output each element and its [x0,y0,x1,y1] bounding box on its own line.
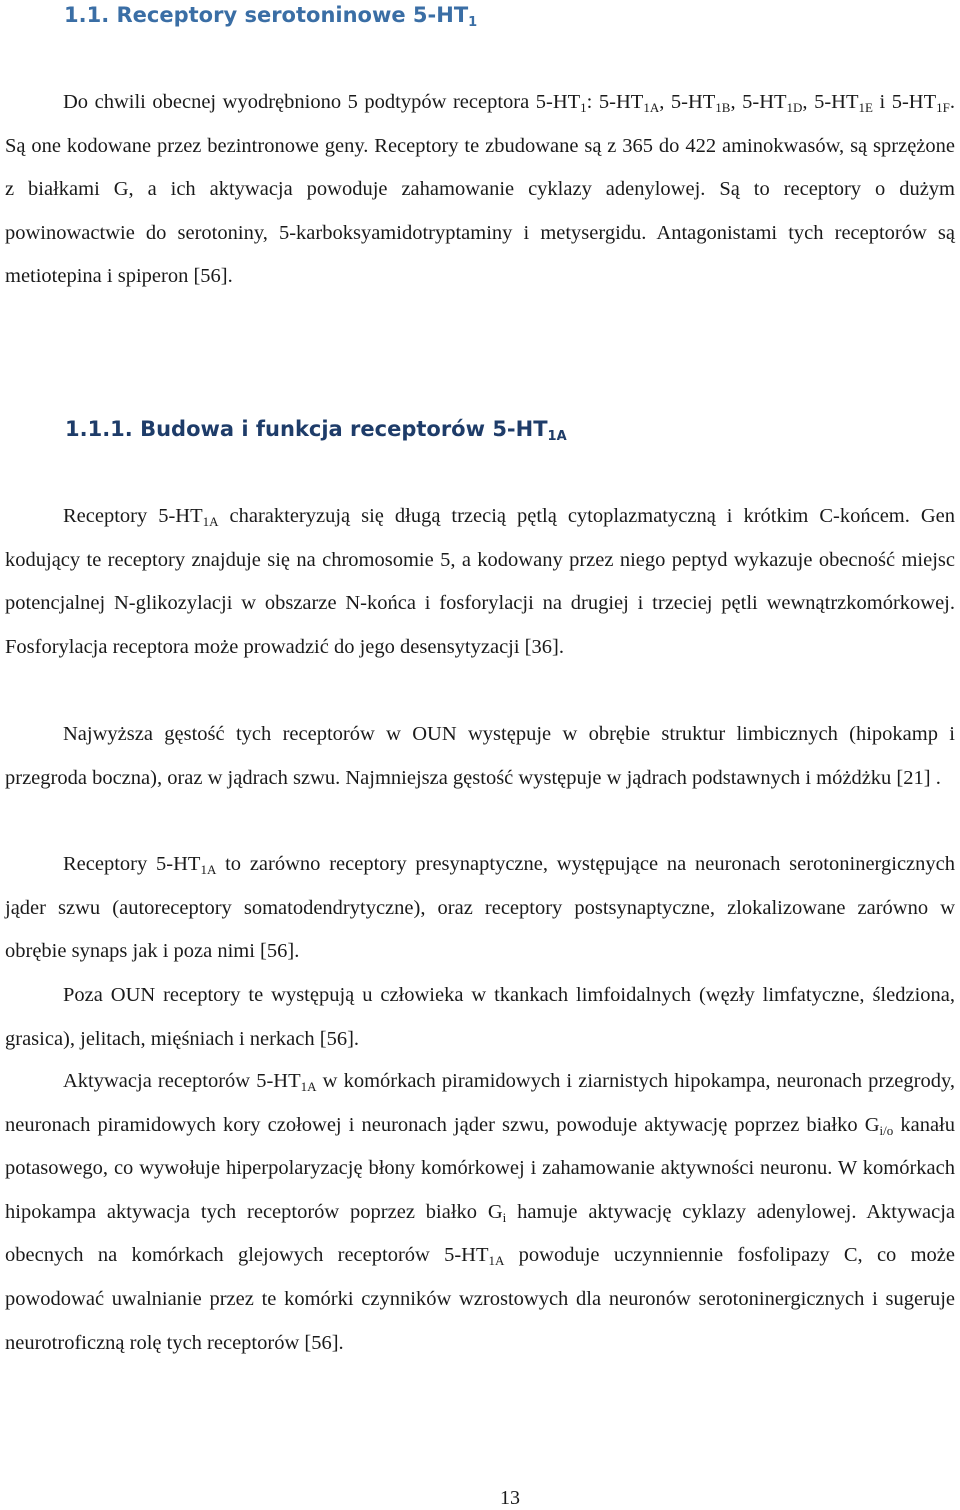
text-run: Receptory 5-HT [63,505,203,527]
section-number: 1.1. [64,3,110,27]
text-run: Receptory 5-HT [63,853,201,875]
subscript: 1A [202,514,219,529]
subscript: 1A [643,100,660,115]
paragraph-density: Najwyższa gęstość tych receptorów w OUN występuje w obrębie struktur limbicznych (hipokamp i przegroda boczna), oraz w jądrach szwu. Najmniejsza gęstość występuje w jądrach podstawnych i móżdżku [21] . [5,723,955,789]
text-run: charakteryzują się długą trzecią pętlą cytoplazmatyczną i krótkim C-końcem. Gen kodujący te receptory znajduje się na chromosomie 5, a kodowany przez niego peptyd wykazuje obecność miejsc potencjalnej N-glikozylacji w obszarze N-końca i fosforylacji na drugiej i trzeciej pętli wewnątrzkomórkowej. Fosforylacja receptora może prowadzić do jego desensytyzacji [36]. [5,505,955,658]
subscript: 1 [580,100,587,115]
text-run: w komórkach piramidowych i ziarnistych hipokampa, neuronach przegrody, neuronach piramidowych kory czołowej i neuronach jąder szwu, powoduje aktywację poprzez białko G [5,1070,955,1136]
section-title-subscript: 1 [468,15,478,30]
subscript: 1A [300,1079,317,1094]
text-run: Aktywacja receptorów 5-HT [63,1070,301,1092]
paragraph-localization [5,843,955,974]
text-run: , 5-HT [802,91,859,113]
text-run: kanału potasowego, co wywołuje hiperpolaryzację błony komórkowej i zahamowanie aktywności neuronu. W komórkach hipokampa aktywacja tych receptorów poprzez białko G [5,1113,955,1223]
subscript: 1B [715,100,731,115]
subscript: 1A [200,862,217,877]
subsection-title-subscript: 1A [547,429,567,444]
paragraph-activation [5,1060,955,1365]
page-number: 13 [500,1487,520,1509]
subscript: 1D [786,100,803,115]
paragraph-subtypes [5,81,955,299]
subscript: i/o [879,1122,894,1138]
text-run: , 5-HT [730,91,787,113]
text-run: , 5-HT [659,91,716,113]
text-run: i 5-HT [872,91,937,113]
subscript: 1E [858,100,873,115]
subsection-title: Budowa i funkcja receptorów 5-HT [140,417,548,441]
section-title: Receptory serotoninowe 5-HT [116,3,469,27]
section-heading [64,0,477,38]
text-run: Do chwili obecnej wyodrębniono 5 podtypów receptora 5-HT [63,91,581,113]
text-run: hamuje aktywację cyklazy adenylowej. Aktywacja obecnych na komórkach glejowych receptorów 5-HT [5,1200,955,1267]
text-run: : 5-HT [586,91,644,113]
text-run: powoduje uczynniennie fosfolipazy C, co może powodować uwalnianie przez te komórki czynników wzrostowych dla neuronów serotoninergicznych i sugeruje neurotroficzną rolę tych receptorów [56]. [5,1244,955,1354]
subsection-heading [65,414,567,452]
subscript: i [502,1209,507,1225]
text-run: to zarówno receptory presynaptyczne, występujące na neuronach serotoninergicznych jąder szwu (autoreceptory somatodendrytyczne), oraz receptory postsynaptyczne, zlokalizowane zarówno w obrębie synaps jak i poza nimi [56]. [5,853,955,963]
subscript: 1F [936,100,950,115]
subsection-number: 1.1.1. [65,417,133,441]
text-run: . Są one kodowane przez bezintronowe geny. Receptory te zbudowane są z 365 do 422 aminokwasów, są sprzężone z białkami G, a ich aktywacja powoduje zahamowanie cyklazy adenylowej. Są to receptory o dużym powinowactwie do serotoniny, 5-karboksyamidotryptaminy i metysergidu. Antagonistami tych receptorów są metiotepina i spiperon [56]. [5,91,955,288]
paragraph-peripheral: Poza OUN receptory te występują u człowieka w tkankach limfoidalnych (węzły limfatyczne, śledziona, grasica), jelitach, mięśniach i nerkach [56]. [5,984,955,1050]
subscript: 1A [488,1253,505,1269]
paragraph-structure [5,495,955,669]
